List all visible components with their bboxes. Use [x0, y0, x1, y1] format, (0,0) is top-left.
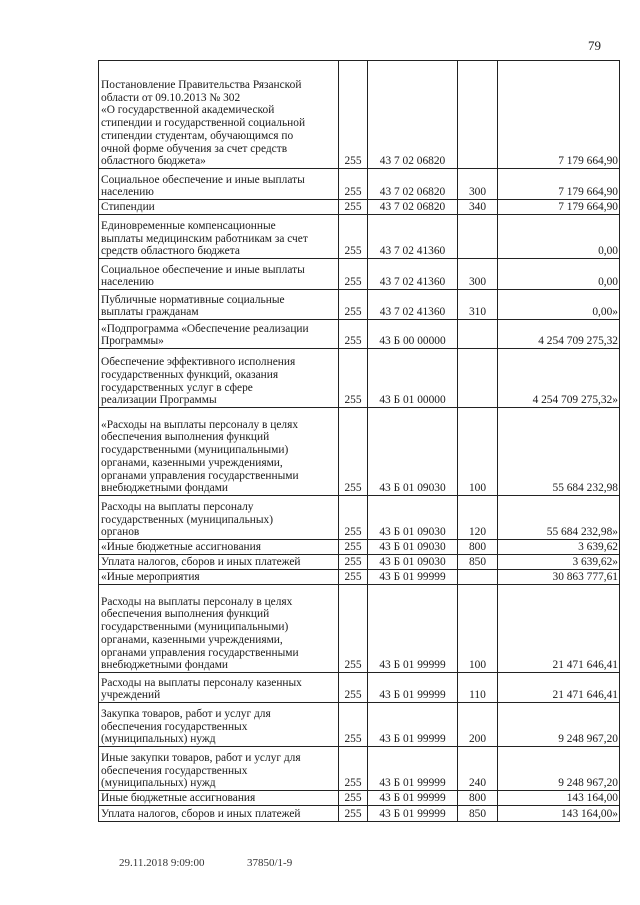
row-name: Иные бюджетные ассигнования	[99, 791, 339, 806]
row-department: 255	[339, 806, 368, 822]
row-expense-type: 240	[458, 747, 498, 791]
row-target-code: 43 Б 01 99999	[368, 747, 458, 791]
row-target-code: 43 7 02 41360	[368, 215, 458, 259]
row-department: 255	[339, 791, 368, 806]
table-row	[99, 585, 620, 673]
row-target-code: 43 7 02 06820	[368, 61, 458, 169]
row-target-code: 43 7 02 41360	[368, 259, 458, 290]
row-expense-type	[458, 349, 498, 408]
row-amount: 7 179 664,90	[498, 169, 620, 200]
row-expense-type: 310	[458, 290, 498, 320]
row-expense-type: 110	[458, 673, 498, 703]
table-row	[99, 747, 620, 791]
row-target-code: 43 Б 01 99999	[368, 703, 458, 747]
row-target-code: 43 Б 00 00000	[368, 320, 458, 349]
table-row	[99, 703, 620, 747]
row-department: 255	[339, 408, 368, 496]
row-amount: 3 639,62	[498, 540, 620, 555]
table-row	[99, 791, 620, 806]
row-expense-type: 100	[458, 585, 498, 673]
row-amount: 143 164,00»	[498, 806, 620, 822]
row-amount: 0,00»	[498, 290, 620, 320]
row-name: Социальное обеспечение и иные выплаты населению	[99, 169, 339, 200]
row-name: Расходы на выплаты персоналу казенных учреждений	[99, 673, 339, 703]
row-department: 255	[339, 555, 368, 570]
row-amount: 30 863 777,61	[498, 570, 620, 585]
table-row	[99, 540, 620, 555]
table-row	[99, 496, 620, 540]
row-department: 255	[339, 540, 368, 555]
row-expense-type: 850	[458, 806, 498, 822]
row-expense-type	[458, 215, 498, 259]
row-name: «Подпрограмма «Обеспечение реализации Программы»	[99, 320, 339, 349]
row-name: Расходы на выплаты персоналу государственных (муниципальных) органов	[99, 496, 339, 540]
footer-document-code: 37850/1-9	[247, 857, 293, 869]
table-row	[99, 320, 620, 349]
row-amount: 4 254 709 275,32»	[498, 349, 620, 408]
table-row	[99, 806, 620, 822]
row-amount: 21 471 646,41	[498, 673, 620, 703]
row-department: 255	[339, 259, 368, 290]
row-name: Закупка товаров, работ и услуг для обеспечения государственных (муниципальных) нужд	[99, 703, 339, 747]
row-target-code: 43 Б 01 09030	[368, 540, 458, 555]
row-target-code: 43 Б 01 00000	[368, 349, 458, 408]
row-expense-type	[458, 61, 498, 169]
row-name: Социальное обеспечение и иные выплаты населению	[99, 259, 339, 290]
row-expense-type: 200	[458, 703, 498, 747]
row-amount: 0,00	[498, 215, 620, 259]
row-department: 255	[339, 215, 368, 259]
table-row	[99, 259, 620, 290]
row-department: 255	[339, 320, 368, 349]
row-target-code: 43 Б 01 99999	[368, 570, 458, 585]
row-target-code: 43 Б 01 09030	[368, 555, 458, 570]
row-department: 255	[339, 61, 368, 169]
row-name: Иные закупки товаров, работ и услуг для обеспечения государственных (муниципальных) нужд	[99, 747, 339, 791]
row-target-code: 43 7 02 06820	[368, 200, 458, 215]
table-row	[99, 570, 620, 585]
row-amount: 21 471 646,41	[498, 585, 620, 673]
row-name: Публичные нормативные социальные выплаты гражданам	[99, 290, 339, 320]
row-amount: 9 248 967,20	[498, 747, 620, 791]
row-name: Уплата налогов, сборов и иных платежей	[99, 555, 339, 570]
row-amount: 4 254 709 275,32	[498, 320, 620, 349]
row-department: 255	[339, 585, 368, 673]
row-expense-type: 300	[458, 259, 498, 290]
table-row	[99, 200, 620, 215]
row-amount: 7 179 664,90	[498, 61, 620, 169]
table-row	[99, 215, 620, 259]
row-expense-type	[458, 570, 498, 585]
row-name: Стипендии	[99, 200, 339, 215]
row-name: Обеспечение эффективного исполнения государственных функций, оказания государственных услуг в сфере реализации Программы	[99, 349, 339, 408]
row-name: Постановление Правительства Рязанской области от 09.10.2013 № 302 «О государственной академической стипендии и государственной социальной стипендии студентам, обучающимся по очной форме обучения за счет средств областного бюджета»	[99, 61, 339, 169]
row-amount: 143 164,00	[498, 791, 620, 806]
row-department: 255	[339, 169, 368, 200]
table-row	[99, 349, 620, 408]
row-expense-type: 800	[458, 791, 498, 806]
row-target-code: 43 Б 01 99999	[368, 791, 458, 806]
row-expense-type: 120	[458, 496, 498, 540]
row-department: 255	[339, 349, 368, 408]
budget-table-body	[99, 61, 620, 822]
row-name: «Иные бюджетные ассигнования	[99, 540, 339, 555]
row-amount: 55 684 232,98»	[498, 496, 620, 540]
row-target-code: 43 Б 01 99999	[368, 673, 458, 703]
row-target-code: 43 7 02 06820	[368, 169, 458, 200]
row-expense-type	[458, 320, 498, 349]
row-amount: 9 248 967,20	[498, 703, 620, 747]
row-name: «Иные мероприятия	[99, 570, 339, 585]
row-amount: 7 179 664,90	[498, 200, 620, 215]
row-expense-type: 800	[458, 540, 498, 555]
page-number: 79	[588, 38, 601, 53]
row-amount: 55 684 232,98	[498, 408, 620, 496]
row-department: 255	[339, 496, 368, 540]
row-expense-type: 100	[458, 408, 498, 496]
row-name: Уплата налогов, сборов и иных платежей	[99, 806, 339, 822]
row-department: 255	[339, 747, 368, 791]
row-target-code: 43 Б 01 09030	[368, 496, 458, 540]
row-target-code: 43 Б 01 09030	[368, 408, 458, 496]
row-expense-type: 340	[458, 200, 498, 215]
row-department: 255	[339, 673, 368, 703]
row-amount: 0,00	[498, 259, 620, 290]
table-row	[99, 290, 620, 320]
row-department: 255	[339, 200, 368, 215]
row-expense-type: 300	[458, 169, 498, 200]
table-row	[99, 673, 620, 703]
row-target-code: 43 Б 01 99999	[368, 585, 458, 673]
row-name: «Расходы на выплаты персоналу в целях обеспечения выполнения функций государственными (муниципальными) органами, казенными учреждениями, органами управления государственными внебюджетными фондами	[99, 408, 339, 496]
row-target-code: 43 Б 01 99999	[368, 806, 458, 822]
row-department: 255	[339, 703, 368, 747]
table-row	[99, 61, 620, 169]
table-row	[99, 169, 620, 200]
budget-table	[98, 60, 620, 822]
row-expense-type: 850	[458, 555, 498, 570]
row-department: 255	[339, 570, 368, 585]
row-amount: 3 639,62»	[498, 555, 620, 570]
row-name: Единовременные компенсационные выплаты медицинским работникам за счет средств областного бюджета	[99, 215, 339, 259]
table-row	[99, 408, 620, 496]
table-row	[99, 555, 620, 570]
footer-date: 29.11.2018 9:09:00	[119, 857, 205, 869]
row-department: 255	[339, 290, 368, 320]
row-name: Расходы на выплаты персоналу в целях обеспечения выполнения функций государственными (муниципальными) органами, казенными учреждениями, органами управления государственными внебюджетными фондами	[99, 585, 339, 673]
row-target-code: 43 7 02 41360	[368, 290, 458, 320]
